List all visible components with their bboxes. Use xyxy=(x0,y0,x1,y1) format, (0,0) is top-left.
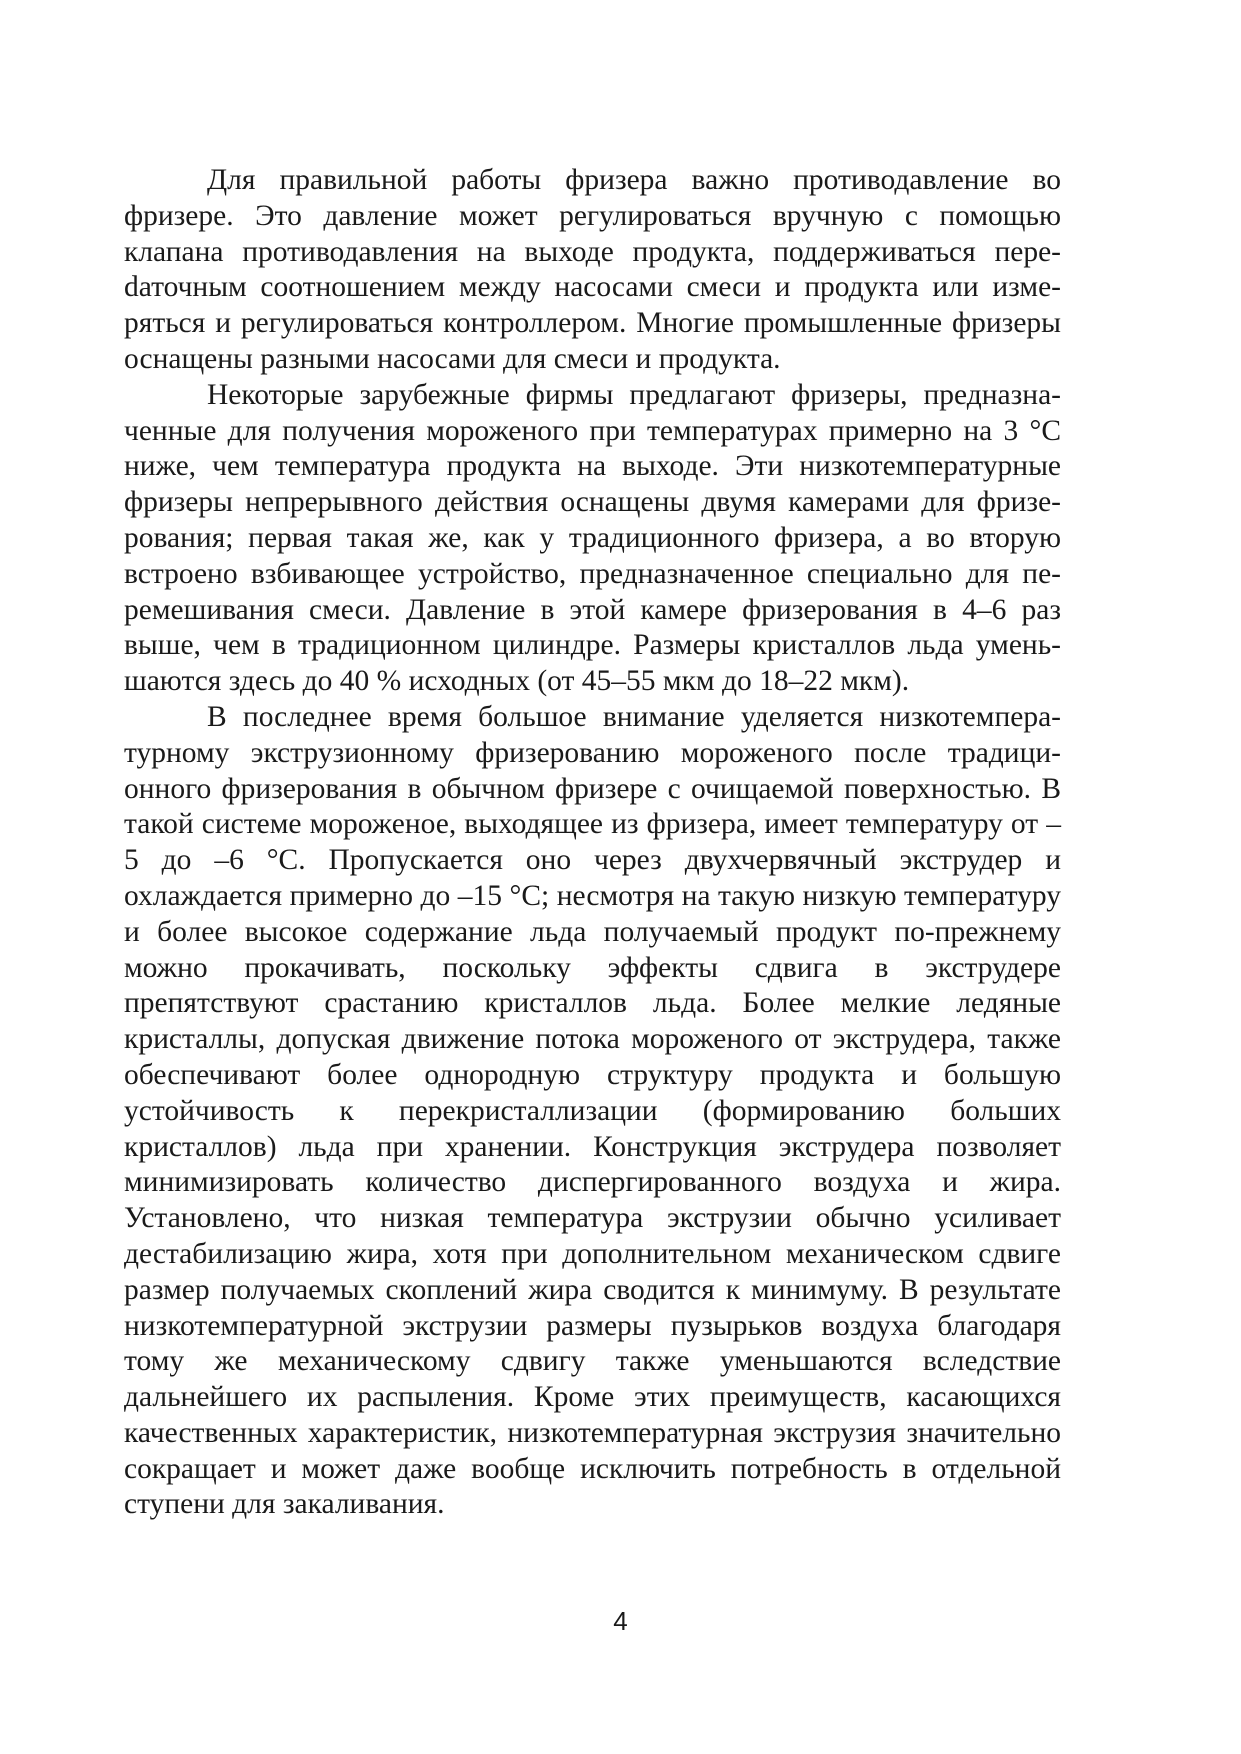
paragraph-low-temp-freezers: Некоторые зарубежные фирмы предлагают фризеры, предназначенные для получения мороженого при температурах примерно на 3 °С ниже, чем температура продукта на выходе. Эти низкотемпературные фризеры непрерывного действия оснащены двумя камерами для фризерования; первая такая же, как у традиционного фризера, а во вторую встроено взбивающее устройство, предназначенное специально для перемешивания смеси. Давление в этой камере фризерования в 4–6 раз выше, чем в традиционном цилиндре. Размеры кристаллов льда уменьшаются здесь до 40 % исходных (от 45–55 мкм до 18–22 мкм). xyxy=(124,378,1061,698)
paragraph-backpressure: Для правильной работы фризера важно противодавление во фризере. Это давление может регулироваться вручную с помощью клапана противодавления на выходе продукта, поддерживаться переdаточным соотношением между насосами смеси и продукта или измеряться и регулироваться контроллером. Многие промышленные фризеры оснащены разными насосами для смеси и продукта. xyxy=(124,164,1061,375)
document-body xyxy=(124,163,1061,1523)
page-number: 4 xyxy=(613,1606,628,1636)
paragraph-extrusion: В последнее время большое внимание уделяется низкотемпературному экструзионному фризерованию мороженого после традиционного фризерования в обычном фризере с очищаемой поверхностью. В такой системе мороженое, выходящее из фризера, имеет температуру от –5 до –6 °С. Пропускается оно через двухчервячный экструдер и охлаждается примерно до –15 °С; несмотря на такую низкую температуру и более высокое содержание льда получаемый продукт по-прежнему можно прокачивать, поскольку эффекты сдвига в экструдере препятствуют срастанию кристаллов льда. Более мелкие ледяные кристаллы, допуская движение потока мороженого от экструдера, также обеспечивают более однородную структуру продукта и большую устойчивость к перекристаллизации (формированию больших кристаллов) льда при хранении. Конструкция экструдера позволяет минимизировать количество диспергированного воздуха и жира. Установлено, что низкая температура экструзии обычно усиливает дестабилизацию жира, хотя при дополнительном механическом сдвиге размер получаемых скоплений жира сводится к минимуму. В результате низкотемпературной экструзии размеры пузырьков воздуха благодаря тому же механическому сдвигу также уменьшаются вследствие дальнейшего их распыления. Кроме этих преимуществ, касающихся качественных характеристик, низкотемпературная экструзия значительно сокращает и может даже вообще исключить потребность в отдельной ступени для закаливания. xyxy=(124,700,1061,1521)
